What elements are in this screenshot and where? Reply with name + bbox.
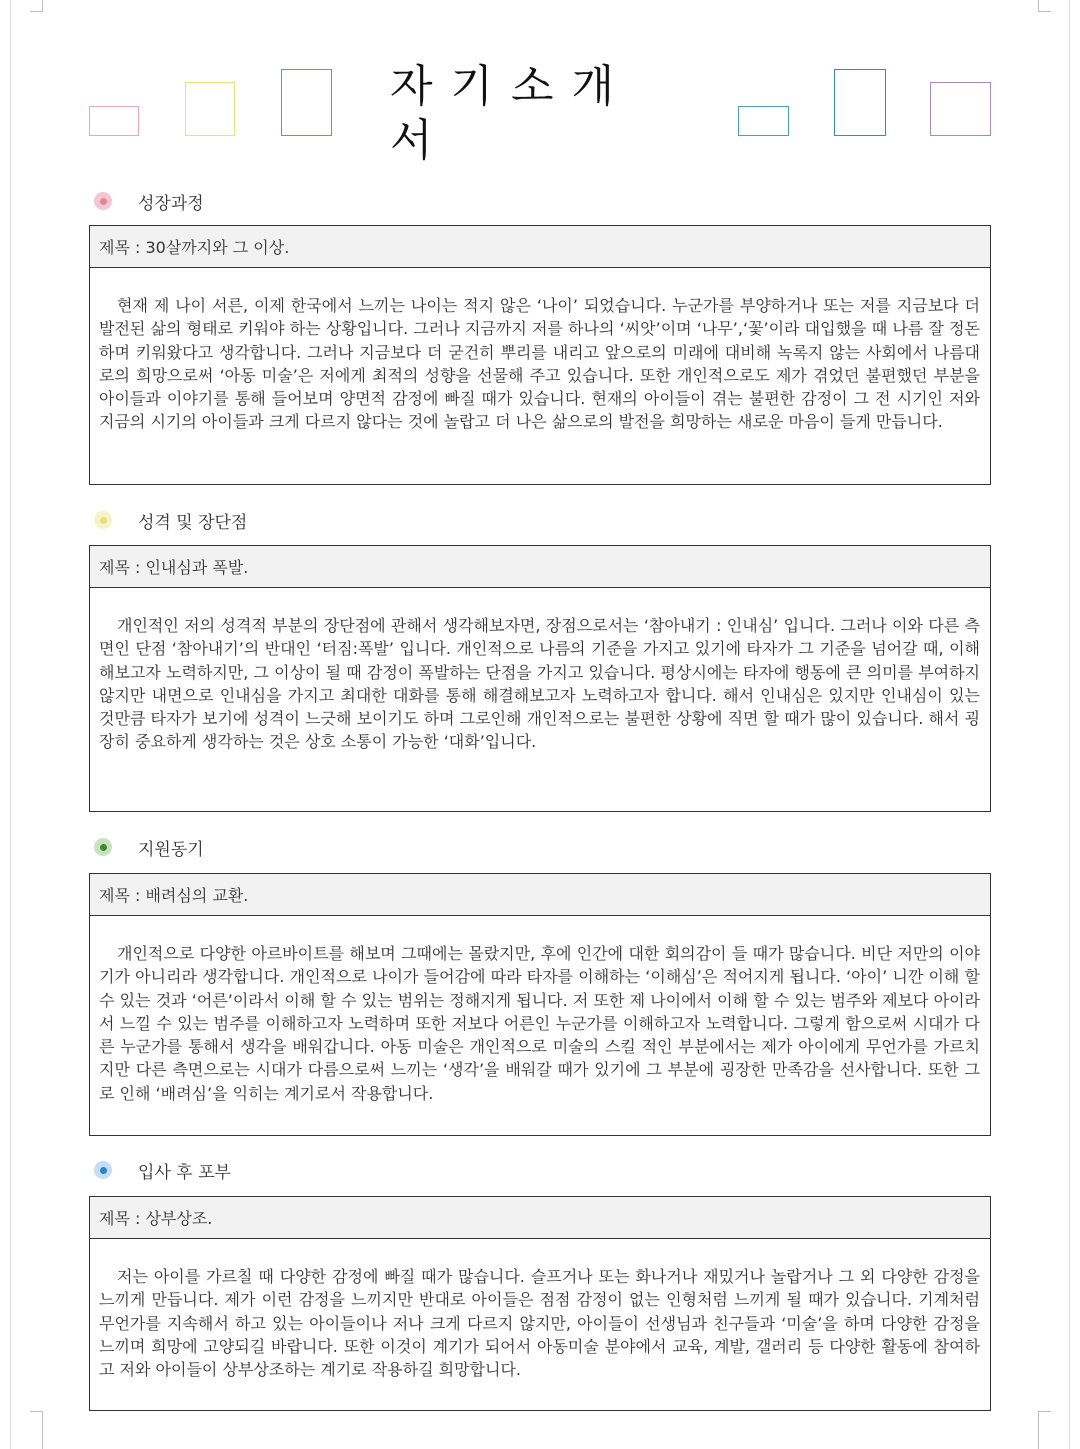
section-heading-label: 지원동기 [138,839,204,860]
crop-mark [30,11,43,12]
bullet-icon [94,838,112,856]
decorative-rect-teal-short [738,106,789,136]
crop-mark [1038,11,1051,12]
box-body-text: 현재 제 나이 서른, 이제 한국에서 느끼는 나이는 적지 않은 ‘나이’ 되었습니다. 누군가를 부양하거나 또는 저를 지금보다 더 발전된 삶의 형태로 키워야 하는 상황입니다. 그러나 지금까지 저를 하나의 ‘씨앗’이며 ‘나무’,‘꽃’이라 대입했을 때 나름 잘 정돈하며 키워왔다고 생각합니다. 그러나 지금보다 더 굳건히 뿌리를 내리고 앞으로의 미래에 대비해 녹록지 않는 사회에서 나름대로의 희망으로써 ‘아동 미술’은 저에게 최적의 성향을 선물해 주고 있습니다. 또한 개인적으로도 제가 겪었던 불편했던 부분을 아이들과 이야기를 통해 들어보며 양면적 감정에 빠질 때가 있습니다. 현재의 아이들이 겪는 불편한 감정이 그 전 시기인 저와 지금의 시기의 아이들과 크게 다르지 않다는 것에 놀랍고 더 나은 삶으로의 발전을 희망하는 새로운 마음이 들게 만듭니다. [99,296,980,432]
section-box-motivation [89,873,991,1136]
box-body-text: 개인적인 저의 성격적 부분의 장단점에 관해서 생각해보자면, 장점으로서는 ‘참아내기 : 인내심’ 입니다. 그러나 이와 다른 측면인 단점 ‘참아내기’의 반대인 ‘터짐:폭발’ 입니다. 개인적으로 나름의 기준을 가지고 있기에 타자가 그 기준을 넘어갈 때, 이해해보고자 노력하지만, 그 이상이 될 때 감정이 폭발하는 단점을 가지고 있습니다. 평상시에는 타자에 행동에 큰 의미를 부여하지 않지만 내면으로 인내심을 가지고 최대한 대화를 통해 해결해보고자 노력하고자 합니다. 해서 인내심은 있지만 인내심이 있는 것만큼 타자가 보기에 성격이 느긋해 보이기도 하며 그로인해 개인적으로는 불편한 상황에 직면 할 때가 많이 있습니다. 해서 굉장히 중요하게 생각하는 것은 상호 소통이 가능한 ‘대화’입니다. [99,616,980,752]
box-title: 제목 : 30살까지와 그 이상. [90,226,990,268]
decorative-rect-teal-tall [834,69,886,136]
crop-mark [1038,1411,1051,1412]
box-title: 제목 : 인내심과 폭발. [90,546,990,588]
page-edge-left [10,0,11,1449]
crop-mark [42,1411,43,1449]
section-heading-growth [94,189,204,213]
box-title: 제목 : 배려심의 교환. [90,874,990,916]
box-body-text: 개인적으로 다양한 아르바이트를 해보며 그때에는 몰랐지만, 후에 인간에 대한 회의감이 들 때가 많습니다. 비단 저만의 이야기가 아니리라 생각합니다. 개인적으로 나이가 들어감에 따라 타자를 이해하는 ‘이해심’은 적어지게 됩니다. ‘아이’ 니깐 이해 할 수 있는 것과 ‘어른’이라서 이해 할 수 있는 범위는 정해지게 됩니다. 저 또한 제 나이에서 이해 할 수 있는 범주와 제보다 아이라서 느낄 수 있는 범주를 이해하고자 노력하며 또한 저보다 어른인 누군가를 이해하고자 노력합니다. 그렇게 함으로써 시대가 다른 누군가를 통해서 생각을 배워갑니다. 아동 미술은 개인적으로 미술의 스킬 적인 부분에서는 제가 아이에게 무언가를 가르치지만 다른 측면으로는 시대가 다름으로써 느끼는 ‘생각’을 배워갈 때가 있기에 그 부분에 굉장한 만족감을 선사합니다. 또한 그로 인해 ‘배려심’을 익히는 계기로서 작용합니다. [99,944,980,1103]
decorative-rect-green [281,69,332,136]
section-heading-motivation [94,835,204,859]
section-box-aspiration [89,1196,991,1411]
decorative-rect-pink [89,106,139,136]
page-edge-right [1069,0,1070,1449]
box-title: 제목 : 상부상조. [90,1197,990,1239]
decorative-rect-purple [930,82,991,136]
section-box-personality [89,545,991,812]
bullet-icon [94,192,112,210]
bullet-icon [94,511,112,529]
bullet-icon [94,1161,112,1179]
section-heading-aspiration [94,1158,231,1182]
section-heading-label: 성장과정 [138,193,204,214]
section-heading-personality [94,508,247,532]
box-body-text: 저는 아이를 가르칠 때 다양한 감정에 빠질 때가 많습니다. 슬프거나 또는 화나거나 재밌거나 놀랍거나 그 외 다양한 감정을 느끼게 만듭니다. 제가 이런 감정을 느끼지만 반대로 아이들은 점점 감정이 없는 인형처럼 느끼게 될 때가 있습니다. 기계처럼 무언가를 지속해서 하고 있는 아이들이나 저나 크게 다르지 않지만, 아이들이 선생님과 친구들과 ‘미술’을 하며 다양한 감정을 느끼며 희망에 고양되길 바랍니다. 또한 이것이 계기가 되어서 아동미술 분야에서 교육, 계발, 갤러리 등 다양한 활동에 참여하고 저와 아이들이 상부상조하는 계기로 작용하길 희망합니다. [99,1267,980,1380]
document-title: 자기소개서 [390,61,633,166]
decorative-rect-yellow [185,82,235,136]
section-heading-label: 입사 후 포부 [138,1162,231,1183]
section-heading-label: 성격 및 장단점 [138,512,248,533]
section-box-growth [89,225,991,485]
crop-mark [1038,1411,1039,1449]
